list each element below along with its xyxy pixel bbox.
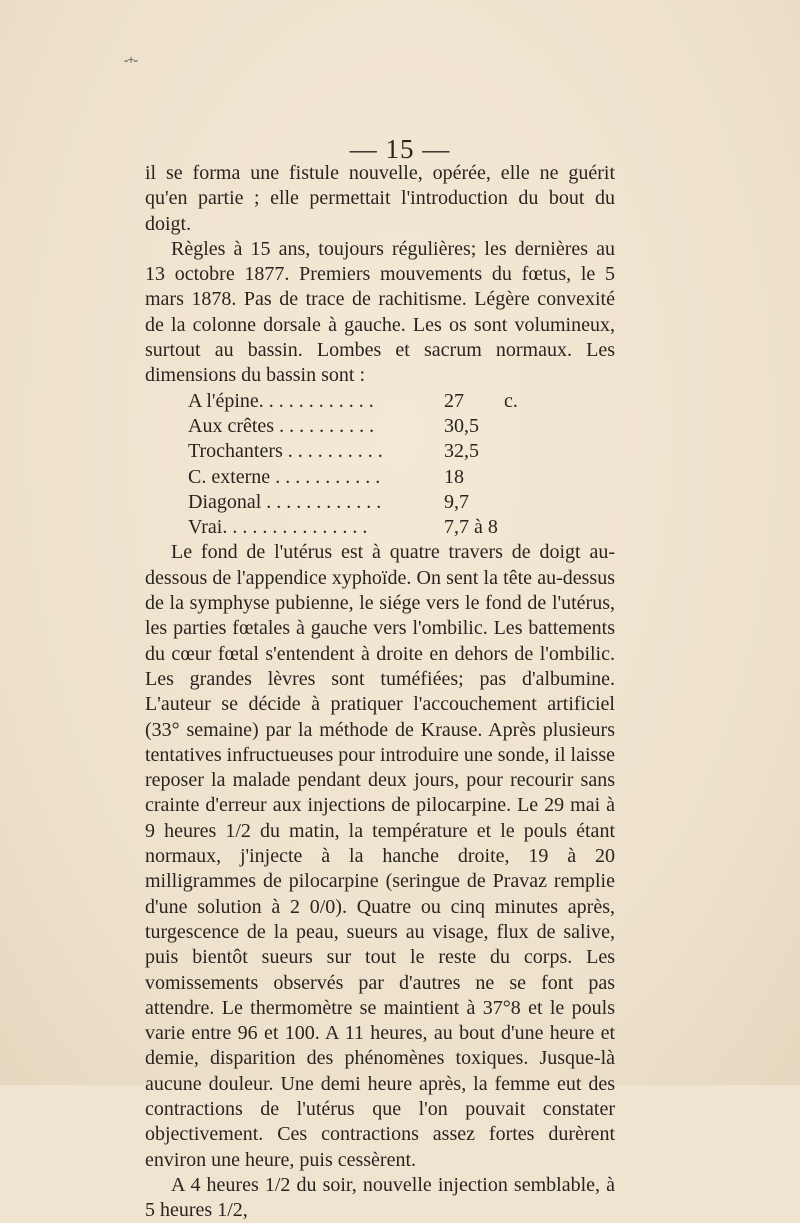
dimension-row xyxy=(188,389,615,414)
dimension-unit xyxy=(504,490,534,515)
dimension-unit xyxy=(504,515,534,540)
dimension-row xyxy=(188,465,615,490)
dimension-value: 30,5 xyxy=(444,414,479,437)
dimension-unit xyxy=(504,439,534,464)
dimension-value: 32,5 xyxy=(444,440,479,463)
header-ornament: -+- xyxy=(124,52,137,67)
dimension-value: 27 xyxy=(444,389,464,412)
paragraph-4: A 4 heures 1/2 du soir, nouvelle injection semblable, à 5 heures 1/2, xyxy=(145,1173,615,1222)
dimension-row xyxy=(188,490,615,515)
dimension-unit xyxy=(504,465,534,490)
page-number: — 15 — xyxy=(349,134,451,164)
dimension-label: Diagonal . . . . . . . . . . . . xyxy=(188,490,382,513)
dimension-label: Aux crêtes . . . . . . . . . . xyxy=(188,414,375,437)
dimension-row xyxy=(188,414,615,439)
dimension-unit xyxy=(504,414,534,439)
pelvis-dimensions-list xyxy=(188,389,615,541)
dimension-unit: c. xyxy=(504,389,518,412)
dimension-row xyxy=(188,515,615,540)
dimension-label: Trochanters . . . . . . . . . . xyxy=(188,440,383,463)
paragraph-1: il se forma une fistule nouvelle, opérée, elle ne guérit qu'en partie ; elle permettait l'introduction du bout du doigt. xyxy=(145,162,615,235)
dimension-label: C. externe . . . . . . . . . . . xyxy=(188,465,381,488)
dimension-label: A l'épine. . . . . . . . . . . . xyxy=(188,389,374,412)
paragraph-3: Le fond de l'utérus est à quatre travers de doigt au-dessous de l'appendice xyphoïde. On sent la tête au-dessus de la symphyse pubienne, le siége vers le fond de l'utérus, les parties fœtales à gauche vers l'ombilic. Les battements du cœur fœtal s'entendent à droite en dehors de l'ombilic. Les grandes lèvres sont tuméfiées; pas d'albumine. L'auteur se décide à pratiquer l'accouchement artificiel (33° semaine) par la méthode de Krause. Après plusieurs tentatives infructueuses pour introduire une sonde, il laisse reposer la malade pendant deux jours, pour recourir sans crainte d'erreur aux injections de pilocarpine. Le 29 mai à 9 heures 1/2 du matin, la température et le pouls étant normaux, j'injecte à la hanche droite, 19 à 20 milligrammes de pilocarpine (seringue de Pravaz remplie d'une solution à 2 0/0). Quatre ou cinq minutes après, turgescence de la peau, sueurs au visage, flux de salive, puis bientôt sueurs sur tout le reste du corps. Les vomissements observés par d'autres ne se font pas attendre. Le thermomètre se maintient à 37°8 et le pouls varie entre 96 et 100. A 11 heures, au bout d'une heure et demie, disparition des phénomènes toxiques. Jusque-là aucune douleur. Une demi heure après, la femme eut des contractions de l'utérus que l'on pouvait constater objectivement. Ces contractions assez fortes durèrent environ une heure, puis cessèrent. xyxy=(145,541,615,1171)
body-text xyxy=(145,161,615,1223)
dimension-row xyxy=(188,439,615,464)
paragraph-2: Règles à 15 ans, toujours régulières; les dernières au 13 octobre 1877. Premiers mouvements du fœtus, le 5 mars 1878. Pas de trace de rachitisme. Légère convexité de la colonne dorsale à gauche. Les os sont volumineux, surtout au bassin. Lombes et sacrum normaux. Les dimensions du bassin sont : xyxy=(145,237,615,387)
dimension-label: Vrai. . . . . . . . . . . . . . . xyxy=(188,516,368,539)
dimension-value: 18 xyxy=(444,465,464,488)
dimension-value: 9,7 xyxy=(444,490,469,513)
dimension-value: 7,7 à 8 xyxy=(444,516,498,539)
